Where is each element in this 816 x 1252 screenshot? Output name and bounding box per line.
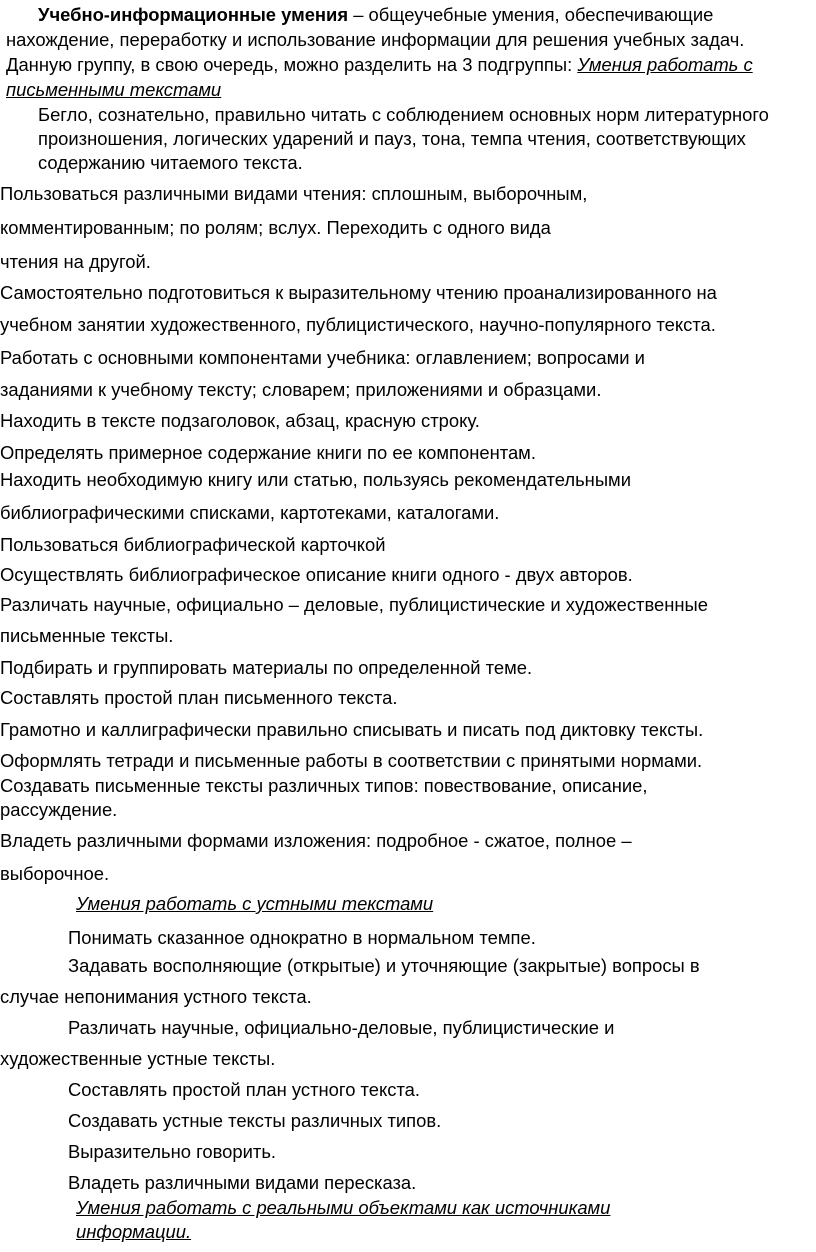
section-heading-written: Умения работать с письменными текстами <box>6 54 753 100</box>
skill-line: учебном занятии художественного, публицистического, научно-популярного текста. <box>0 314 716 335</box>
skill-line: заданиями к учебному тексту; словарем; приложениями и образцами. <box>0 379 602 400</box>
skill-line: Работать с основными компонентами учебника: оглавлением; вопросами и <box>0 347 645 368</box>
skill-line: Различать научные, официально-деловые, публицистические и <box>68 1017 615 1038</box>
skill-line: случае непонимания устного текста. <box>0 986 312 1007</box>
skill-line: художественные устные тексты. <box>0 1048 276 1069</box>
section-heading-real-objects-2: информации. <box>76 1221 192 1242</box>
skill-line: выборочное. <box>0 863 110 884</box>
skill-line: Владеть различными формами изложения: подробное - сжатое, полное – <box>0 830 632 851</box>
intro-term: Учебно-информационные умения <box>38 4 349 25</box>
skill-line: Пользоваться библиографической карточкой <box>0 534 386 555</box>
skill-line: Различать научные, официально – деловые, публицистические и художественные <box>0 594 709 615</box>
section-heading-real-objects-1: Умения работать с реальными объектами как источниками <box>76 1197 611 1218</box>
intro-paragraph <box>6 2 812 102</box>
skill-line: Составлять простой план письменного текста. <box>0 687 398 708</box>
section-heading-oral: Умения работать с устными текстами <box>76 893 434 914</box>
skill-line: комментированным; по ролям; вслух. Переходить с одного вида <box>0 217 551 238</box>
skill-line: Владеть различными видами пересказа. <box>68 1172 417 1193</box>
intro-text: – общеучебные умения, обеспечивающие нахождение, переработку и использование информации для решения учебных задач. Данную группу, в свою очередь, можно разделить на 3 подгруппы: <box>6 4 745 75</box>
reading-skill-paragraph: Бегло, сознательно, правильно читать с соблюдением основных норм литературного произношения, логических ударений и пауз, тона, темпа чтения, соответствующих содержанию читаемого текста. <box>38 104 769 173</box>
skill-line: Задавать восполняющие (открытые) и уточняющие (закрытые) вопросы в <box>68 955 700 976</box>
skill-line: Оформлять тетради и письменные работы в соответствии с принятыми нормами. <box>0 750 703 771</box>
skill-line: Грамотно и каллиграфически правильно списывать и писать под диктовку тексты. <box>0 719 704 740</box>
skill-line: письменные тексты. <box>0 625 174 646</box>
skill-line: рассуждение. <box>0 799 118 820</box>
skill-line: Находить в тексте подзаголовок, абзац, красную строку. <box>0 410 480 431</box>
skill-line: Понимать сказанное однократно в нормальном темпе. <box>68 927 536 948</box>
skill-line: Самостоятельно подготовиться к выразительному чтению проанализированного на <box>0 282 717 303</box>
skill-line: Создавать устные тексты различных типов. <box>68 1110 442 1131</box>
skill-line: Определять примерное содержание книги по ее компонентам. <box>0 442 536 463</box>
skill-line: Пользоваться различными видами чтения: сплошным, выборочным, <box>0 183 588 204</box>
skill-line: Осуществлять библиографическое описание книги одного - двух авторов. <box>0 564 633 585</box>
skill-line: Выразительно говорить. <box>68 1141 277 1162</box>
skill-line: Создавать письменные тексты различных типов: повествование, описание, <box>0 775 648 796</box>
skill-line: чтения на другой. <box>0 251 151 272</box>
skill-line: Составлять простой план устного текста. <box>68 1079 420 1100</box>
skill-line: Находить необходимую книгу или статью, пользуясь рекомендательными <box>0 469 631 490</box>
skill-line: библиографическими списками, картотеками, каталогами. <box>0 502 500 523</box>
skill-line: Подбирать и группировать материалы по определенной теме. <box>0 657 533 678</box>
